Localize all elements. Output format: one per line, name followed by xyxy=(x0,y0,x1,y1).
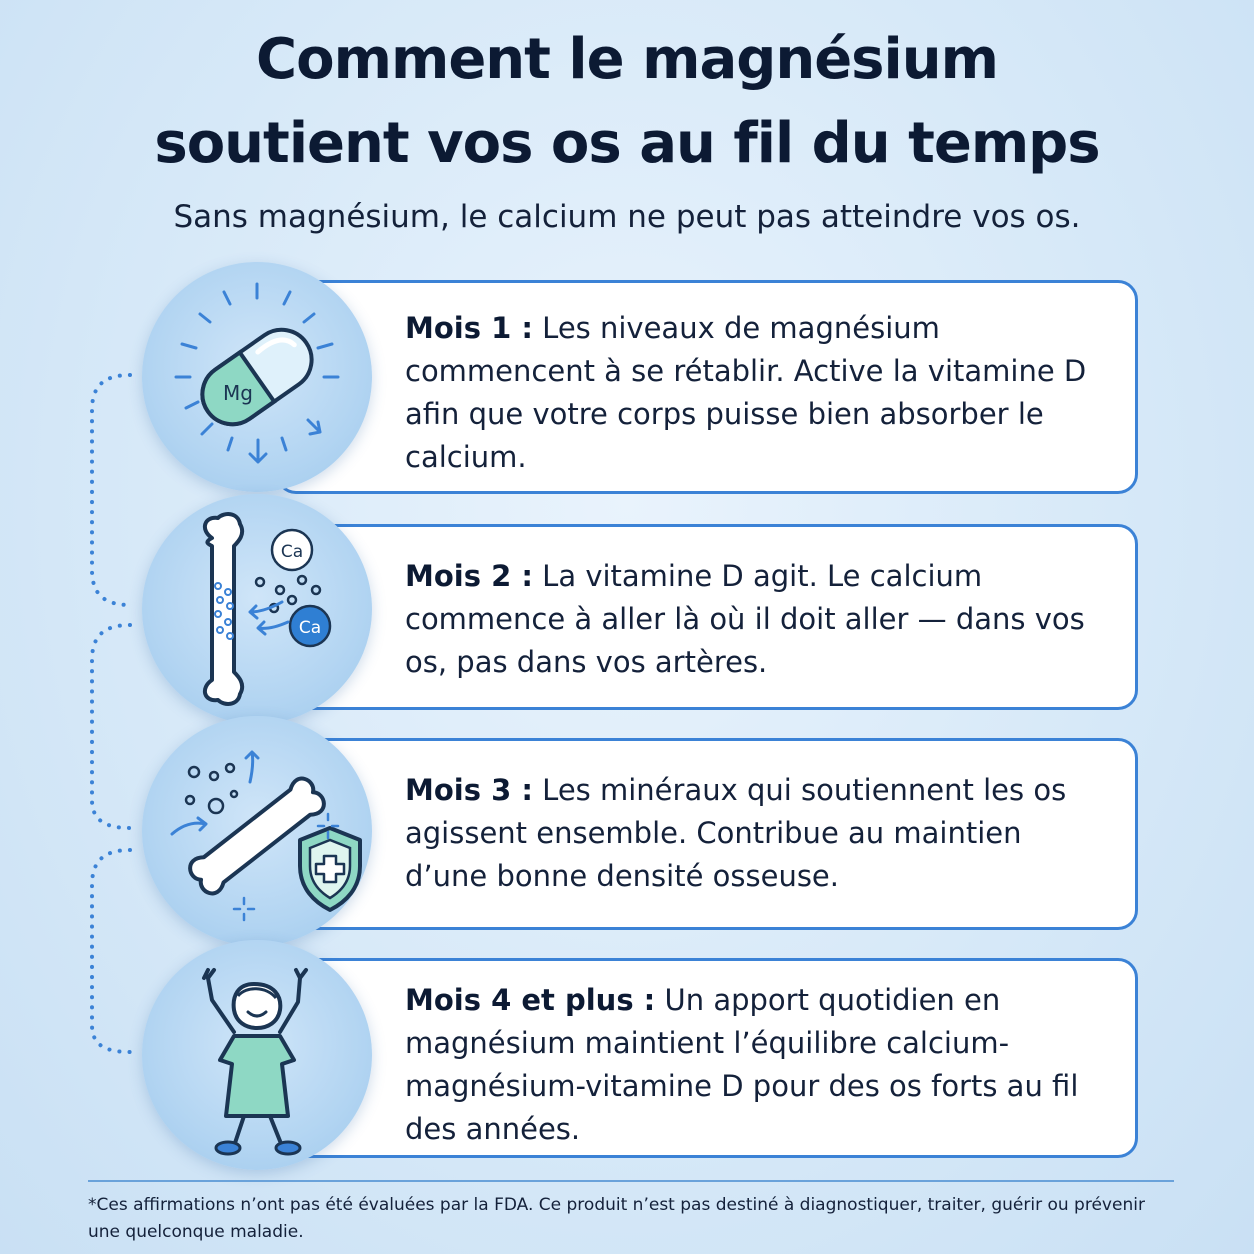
step-text-3 xyxy=(405,769,1095,898)
page-subtitle: Sans magnésium, le calcium ne peut pas atteindre vos os. xyxy=(173,199,1081,235)
step-1-illustration xyxy=(142,262,372,492)
step-label-2: Mois 2 : xyxy=(405,559,533,593)
footer-divider xyxy=(88,1180,1174,1182)
step-3-illustration xyxy=(142,716,372,946)
happy-person-icon xyxy=(142,940,372,1170)
step-text-2 xyxy=(405,555,1095,684)
bone-calcium-icon xyxy=(142,494,372,724)
step-card-3 xyxy=(276,738,1138,930)
mg-label: Mg xyxy=(223,381,253,405)
step-body-3: Les minéraux qui soutiennent les os agissent ensemble. Contribue au maintien d’une bonne densité osseuse. xyxy=(405,773,1067,893)
ca-label-1: Ca xyxy=(280,542,304,562)
step-card-2 xyxy=(276,524,1138,710)
fda-disclaimer: *Ces affirmations n’ont pas été évaluées par la FDA. Ce produit n’est pas destiné à diagnostiquer, traiter, guérir ou prévenir une quelconque maladie. xyxy=(88,1195,1145,1242)
step-label-1: Mois 1 : xyxy=(405,311,533,345)
step-card-4 xyxy=(276,958,1138,1158)
timeline-connector xyxy=(80,360,140,1070)
magnesium-capsule-icon xyxy=(142,262,372,492)
step-body-2: La vitamine D agit. Le calcium commence à aller là où il doit aller — dans vos os, pas dans vos artères. xyxy=(405,559,1085,679)
step-text-1 xyxy=(405,307,1095,479)
bone-shield-icon xyxy=(142,716,372,946)
step-text-4 xyxy=(405,979,1095,1151)
step-body-1: Les niveaux de magnésium commencent à se rétablir. Active la vitamine D afin que votre corps puisse bien absorber le calcium. xyxy=(405,311,1087,474)
ca-label-2: Ca xyxy=(298,618,322,638)
page-title-line1: Comment le magnésium xyxy=(256,27,998,92)
page-title-line2: soutient vos os au fil du temps xyxy=(154,111,1100,176)
step-card-1 xyxy=(276,280,1138,494)
step-label-3: Mois 3 : xyxy=(405,773,533,807)
step-4-illustration xyxy=(142,940,372,1170)
step-body-4: Un apport quotidien en magnésium maintient l’équilibre calcium-magnésium-vitamine D pour des os forts au fil des années. xyxy=(405,983,1079,1146)
step-2-illustration xyxy=(142,494,372,724)
step-label-4: Mois 4 et plus : xyxy=(405,983,656,1017)
